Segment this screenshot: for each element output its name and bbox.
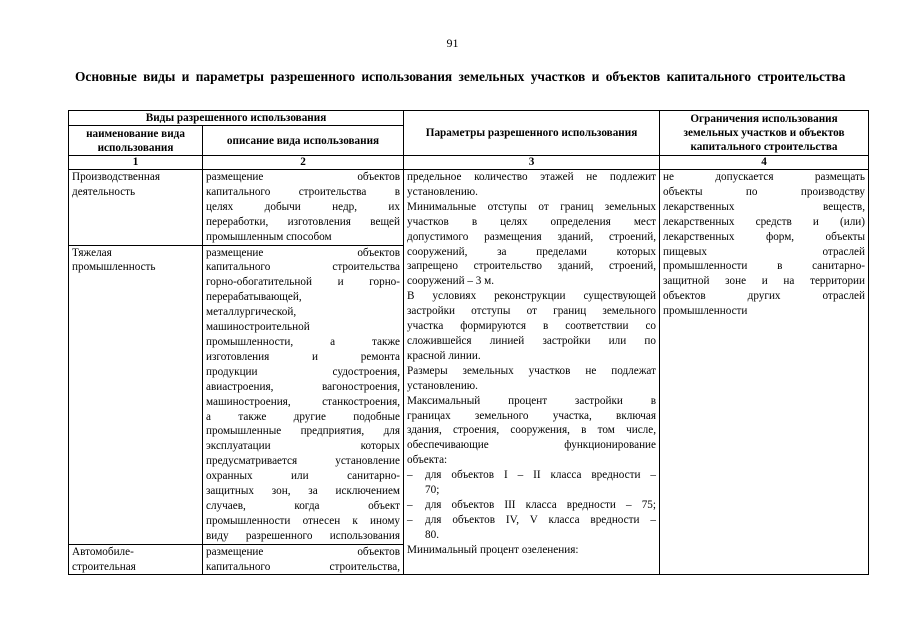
text-line: изготовления и ремонта [206,350,401,363]
text-line: застройки отступы от границ земельного [407,305,657,318]
use-name [72,545,199,575]
text-line: машиностроения, станкостроения, [206,395,401,408]
text-line: 70; [425,484,440,497]
text-line: лекарственных средств и (или) [663,215,866,228]
text-line: строительная [72,560,136,573]
text-line: лекарственных веществ, [663,200,866,213]
text-line: для объектов I – II класса вредности – [425,469,657,482]
list-item-text [425,468,656,498]
restrictions-cell [660,170,869,575]
text-line: запрещено строительство зданий, строений, [407,260,657,273]
text-line: капитального строительства в [206,185,401,198]
text-line: границах земельного участка, включая [407,409,657,422]
header-parameters: Параметры разрешенного использования [404,111,660,156]
dash-marker: – [407,469,413,482]
text-line: не допускается размещать [663,171,866,183]
text-line: объекты по производству [663,185,866,198]
text-line: горно-обогатительной и горно- [206,276,401,289]
column-number: 4 [660,156,869,170]
text-line: размещение объектов [206,171,401,183]
text-line: продукции судостроения, [206,365,401,378]
text-line: красной линии. [407,349,481,362]
text-line: здания, строения, сооружения, в том числе, [407,424,657,437]
header-group-label: Виды разрешенного использования [69,111,404,126]
list-item [407,498,656,513]
text-line: промышленным способом [206,230,332,243]
text-line: объекта: [407,454,448,467]
text-line: металлургической, [206,306,297,319]
text-line: капитального строительства, [206,560,401,573]
text-line: авиастроения, вагоностроения, [206,380,401,393]
column-number: 1 [69,156,203,170]
text-line: переработки, изготовления вещей [206,215,401,228]
text-line: установлению. [407,185,478,198]
text-line: для объектов III класса вредности – 75; [425,498,657,511]
text-line: а также другие подобные [206,410,401,423]
page-number: 91 [446,36,459,50]
text-line: виду разрешенного использования [206,529,401,542]
text-line: обеспечивающие функционирование [407,439,657,452]
text-line: размещение объектов [206,545,401,558]
use-name-cell [69,544,203,575]
text-line: предельное количество этажей не подлежит [407,171,657,183]
text-line: Размеры земельных участков не подлежат [407,364,657,377]
text-line: случаев, когда объект [206,499,401,512]
text-line: промышленности [663,305,748,318]
header-description: описание вида использования [203,126,404,156]
text-line: перерабатывающей, [206,291,302,304]
text-line: допустимого размещения зданий, строений, [407,230,657,243]
list-item [407,468,656,498]
table-row [69,170,869,246]
text-line: сооружений – 3 м. [407,275,495,288]
parameters-cell [404,170,660,575]
text-line: охранных или санитарно- [206,470,401,483]
use-description [206,246,400,544]
list-item-text [425,498,656,513]
text-line: установлению. [407,379,478,392]
text-line: машиностроительной [206,321,310,334]
text-line: капитального строительства [206,261,401,274]
class-percent-list [407,468,656,543]
dash-marker: – [407,513,413,526]
column-number: 3 [404,156,660,170]
text-line: лекарственных форм, объекты [663,230,866,243]
use-name-cell [69,245,203,544]
list-item [407,513,656,543]
text-line: размещение объектов [206,246,401,259]
use-name [72,170,199,200]
text-line: сооружений, за пределами которых [407,245,657,258]
text-line: промышленности, а также [206,335,401,348]
text-line: сложившейся линией застройки или по [407,334,657,347]
use-description-cell [203,245,404,544]
text-line: Автомобиле- [72,545,134,558]
text-line: предусматривается установление [206,455,401,468]
text-line: Тяжелая [72,246,112,259]
text-line: участков в целях определения мест [407,215,657,228]
header-restrictions: Ограничения использования земельных участков и объектов капитального строительства [660,111,869,156]
text-line: Минимальные отступы от границ земельных [407,200,657,213]
land-use-table [68,110,869,575]
use-description [206,545,400,575]
use-description-cell [203,170,404,246]
text-line: промышленность [72,261,156,274]
text-line: объектов других отраслей [663,290,866,303]
dash-marker: – [407,498,413,511]
text-line: промышленности отнесен к иному [206,514,401,527]
parameters-tail: Минимальный процент озеленения: [407,543,579,556]
text-line: защитной зоне и на территории [663,275,866,288]
text-line: целях добычи недр, их [206,200,401,213]
text-line: защитных зон, за исключением [206,485,401,498]
use-description [206,170,400,245]
text-line: эксплуатации которых [206,440,401,453]
text-line: для объектов IV, V класса вредности – [425,513,657,526]
text-line: 80. [425,528,439,541]
column-number: 2 [203,156,404,170]
parameters-text [407,170,656,468]
text-line: деятельность [72,185,136,198]
use-description-cell [203,544,404,575]
use-name-cell [69,170,203,246]
text-line: Производственная [72,171,160,183]
text-line: В условиях реконструкции существующей [407,290,657,303]
header-name: наименование вида использования [69,126,203,156]
text-line: промышленные предприятия, для [206,425,401,438]
use-name [72,246,199,276]
restrictions-text [663,170,865,319]
text-line: участка формируются в соответствии со [407,320,657,333]
text-line: пищевых отраслей [663,245,866,258]
document-title: Основные виды и параметры разрешенного использования земельных участков и объектов капитального строительства [75,69,846,84]
list-item-text [425,513,656,543]
text-line: Максимальный процент застройки в [407,394,657,407]
text-line: промышленности в санитарно- [663,260,866,273]
